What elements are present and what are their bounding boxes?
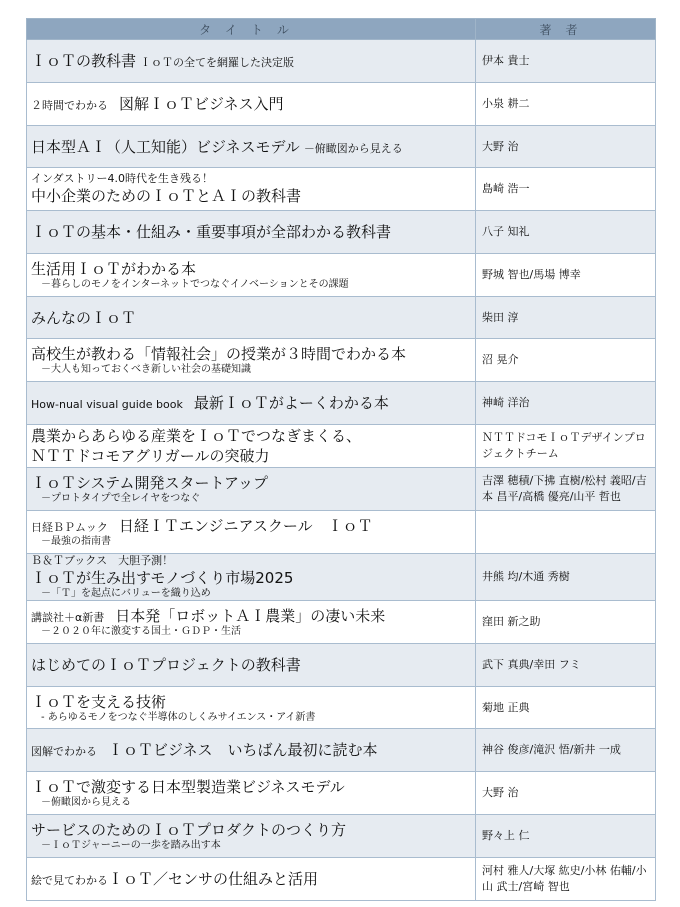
table-row <box>27 644 656 687</box>
table-row <box>27 40 656 83</box>
book-title-cell <box>27 382 476 425</box>
table-row <box>27 815 656 858</box>
book-title-main: 最新ＩｏＴがよーくわかる本 <box>193 394 389 412</box>
book-title-main: ＩｏＴが生み出すモノづくり市場2025 <box>31 568 294 587</box>
book-title-post: －俯瞰図から見える <box>303 141 403 155</box>
book-author-cell: 島崎 浩一 <box>476 168 656 211</box>
book-title-cell <box>27 511 476 554</box>
table-row <box>27 511 656 554</box>
book-author-cell: 八子 知礼 <box>476 211 656 254</box>
book-author-cell: 大野 治 <box>476 772 656 815</box>
table-row <box>27 168 656 211</box>
book-title-cell <box>27 468 476 511</box>
book-title-cell <box>27 858 476 901</box>
book-title-cell <box>27 126 476 168</box>
author-column-header: 著者 <box>476 19 656 40</box>
book-title-sub: －大人も知っておくべき新しい社会の基礎知識 <box>41 363 251 375</box>
book-title-main: 日本型ＡＩ（人工知能）ビジネスモデル <box>31 137 300 156</box>
book-author-cell: 野々上 仁 <box>476 815 656 858</box>
book-table <box>26 18 656 901</box>
book-title-cell <box>27 425 476 468</box>
book-title-main: ＩｏＴシステム開発スタートアップ <box>31 473 269 492</box>
book-author-cell: 河村 雅人/大塚 紘史/小林 佑輔/小山 武士/宮崎 智也 <box>476 858 656 901</box>
book-title-pre: 図解でわかる <box>31 745 108 759</box>
table-row <box>27 425 656 468</box>
book-title-main: ＩｏＴ／センサの仕組みと活用 <box>108 870 319 889</box>
book-title-pre: インダストリー4.0時代を生き残る！ <box>31 172 214 186</box>
table-row <box>27 554 656 601</box>
book-title-main: ＩｏＴの基本・仕組み・重要事項が全部わかる教科書 <box>31 223 392 241</box>
book-author-cell: 小泉 耕二 <box>476 83 656 126</box>
table-row <box>27 83 656 126</box>
book-title-main: 生活用ＩｏＴがわかる本 <box>31 259 197 278</box>
book-title-post: ＩｏＴの全てを網羅した決定版 <box>140 56 295 69</box>
book-author-cell: 神崎 洋治 <box>476 382 656 425</box>
book-title-cell <box>27 601 476 644</box>
book-title-sub: －最強の指南書 <box>41 535 111 547</box>
book-title-cell <box>27 644 476 687</box>
book-title-main: ＩｏＴの教科書 <box>31 52 137 70</box>
table-row <box>27 687 656 729</box>
book-title-main: 中小企業のためのＩｏＴとＡＩの教科書 <box>31 186 302 205</box>
book-title-cell <box>27 554 476 601</box>
book-title-main: 農業からあらゆる産業をＩｏＴでつなぎまくる、 ＮＴＴドコモアグリガールの突破力 <box>31 427 362 465</box>
book-title-main: ＩｏＴビジネス いちばん最初に読む本 <box>108 741 378 760</box>
book-title-main: 図解ＩｏＴビジネス入門 <box>119 95 284 113</box>
book-title-main: 日経ＩＴエンジニアスクール ＩｏＴ <box>118 516 373 535</box>
book-author-cell: 窪田 新之助 <box>476 601 656 644</box>
book-author-cell: 伊本 貴士 <box>476 40 656 83</box>
table-header-row <box>27 19 656 40</box>
book-title-cell <box>27 168 476 211</box>
book-title-main: はじめてのＩｏＴプロジェクトの教科書 <box>31 656 301 675</box>
table-row <box>27 297 656 339</box>
book-title-cell <box>27 339 476 382</box>
book-title-pre: 日経ＢＰムック <box>31 520 119 534</box>
book-title-pre: 絵で見てわかる <box>31 874 108 888</box>
book-author-cell: 神谷 俊彦/滝沢 悟/新井 一成 <box>476 729 656 772</box>
book-title-cell <box>27 211 476 254</box>
book-title-cell <box>27 729 476 772</box>
title-column-header: タイトル <box>27 19 476 40</box>
table-row <box>27 601 656 644</box>
table-row <box>27 382 656 425</box>
table-row <box>27 772 656 815</box>
book-title-main: サービスのためのＩｏＴプロダクトのつくり方 <box>31 821 347 839</box>
book-author-cell <box>476 511 656 554</box>
book-author-cell: 大野 治 <box>476 126 656 168</box>
book-title-cell <box>27 297 476 339</box>
book-title-main: みんなのＩｏＴ <box>31 308 137 327</box>
book-title-main: 高校生が教わる「情報社会」の授業が３時間でわかる本 <box>31 344 407 363</box>
book-title-pre: How-nual visual guide book <box>31 398 194 411</box>
book-title-cell <box>27 40 476 83</box>
book-author-cell: 柴田 淳 <box>476 297 656 339</box>
book-title-cell <box>27 254 476 297</box>
book-title-pre: Ｂ＆Ｔブックス 大胆予測！ <box>31 554 174 567</box>
book-author-cell: 野城 智也/馬場 博幸 <box>476 254 656 297</box>
book-title-cell <box>27 83 476 126</box>
book-title-pre: ２時間でわかる <box>31 99 119 112</box>
book-title-sub: －プロトタイプで全レイヤをつなぐ <box>41 492 201 504</box>
book-author-cell: 井熊 均/木通 秀樹 <box>476 554 656 601</box>
table-row <box>27 858 656 901</box>
table-row <box>27 729 656 772</box>
book-author-cell: ＮＴＴドコモＩｏＴデザインプロジェクトチーム <box>476 425 656 468</box>
book-title-cell <box>27 772 476 815</box>
book-title-main: 日本発「ロボットＡＩ農業」の凄い未来 <box>115 607 386 625</box>
book-title-sub: －暮らしのモノをインターネットでつなぐイノベーションとその課題 <box>41 278 349 290</box>
book-title-sub: －俯瞰図から見える <box>41 797 131 808</box>
book-author-cell: 武下 真典/幸田 フミ <box>476 644 656 687</box>
book-author-cell: 菊地 正典 <box>476 687 656 729</box>
book-author-cell: 沼 晃介 <box>476 339 656 382</box>
book-title-cell <box>27 687 476 729</box>
table-row <box>27 339 656 382</box>
book-title-sub: －ＩｏＴジャーニーの一歩を踏み出す本 <box>41 840 221 851</box>
table-row <box>27 254 656 297</box>
table-row <box>27 211 656 254</box>
table-row <box>27 126 656 168</box>
book-author-cell: 吉澤 穂積/下拂 直樹/松村 義昭/吉本 昌平/高橋 優亮/山平 哲也 <box>476 468 656 511</box>
book-title-main: ＩｏＴで激変する日本型製造業ビジネスモデル <box>31 778 345 796</box>
book-title-main: ＩｏＴを支える技術 <box>31 692 167 711</box>
book-title-sub: －２０２０年に激変する国土・ＧＤＰ・生活 <box>41 626 241 637</box>
book-title-sub: －「Ｔ」を起点にバリューを織り込め <box>41 587 211 599</box>
book-title-pre: 講談社＋α新書 <box>31 611 116 624</box>
book-title-sub: - あらゆるモノをつなぐ半導体のしくみサイエンス・アイ新書 <box>41 711 316 723</box>
table-row <box>27 468 656 511</box>
book-title-cell <box>27 815 476 858</box>
